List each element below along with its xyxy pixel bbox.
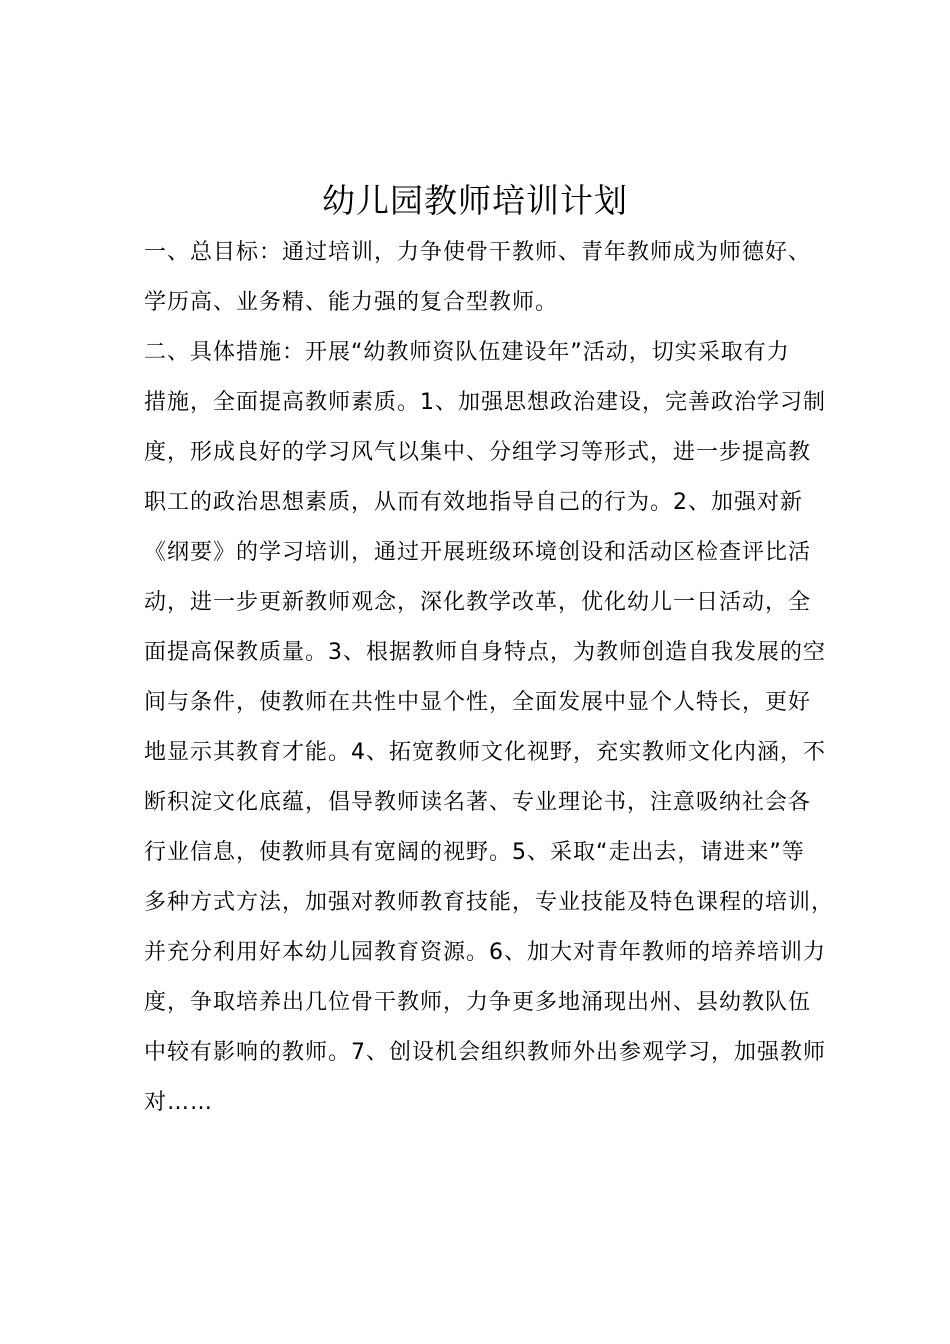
body-line: 地显示其教育才能。4、拓宽教师文化视野，充实教师文化内涵，不 — [144, 740, 826, 765]
body-line: 间与条件，使教师在共性中显个性，全面发展中显个人特长，更好 — [144, 690, 812, 715]
body-line: 度，争取培养出几位骨干教师，力争更多地涌现出州、县幼教队伍 — [144, 990, 812, 1015]
body-line: 学历高、业务精、能力强的复合型教师。 — [144, 290, 559, 315]
body-line: 中较有影响的教师。7、创设机会组织教师外出参观学习，加强教师 — [144, 1040, 826, 1065]
body-line: 多种方式方法，加强对教师教育技能，专业技能及特色课程的培训， — [144, 890, 835, 915]
body-line: 并充分利用好本幼儿园教育资源。6、加大对青年教师的培养培训力 — [144, 940, 826, 965]
body-line: 度，形成良好的学习风气以集中、分组学习等形式，进一步提高教 — [144, 440, 812, 465]
body-line: 措施，全面提高教师素质。1、加强思想政治建设，完善政治学习制 — [144, 390, 826, 415]
body-line: 二、具体措施：开展“幼教师资队伍建设年”活动，切实采取有力 — [144, 340, 790, 365]
body-line: 行业信息，使教师具有宽阔的视野。5、采取“走出去，请进来”等 — [144, 840, 805, 865]
document-title: 幼儿园教师培训计划 — [322, 181, 628, 220]
body-line: 《纲要》的学习培训，通过开展班级环境创设和活动区检查评比活 — [144, 540, 812, 565]
body-line: 职工的政治思想素质，从而有效地指导自己的行为。2、加强对新 — [144, 490, 803, 515]
body-line: 一、总目标：通过培训，力争使骨干教师、青年教师成为师德好、 — [144, 240, 812, 265]
body-line: 面提高保教质量。3、根据教师自身特点，为教师创造自我发展的空 — [144, 640, 826, 665]
document-body — [144, 228, 835, 1128]
body-line: 断积淀文化底蕴，倡导教师读名著、专业理论书，注意吸纳社会各 — [144, 790, 812, 815]
body-line: 动，进一步更新教师观念，深化教学改革，优化幼儿一日活动，全 — [144, 590, 812, 615]
body-line: 对…… — [144, 1090, 214, 1115]
